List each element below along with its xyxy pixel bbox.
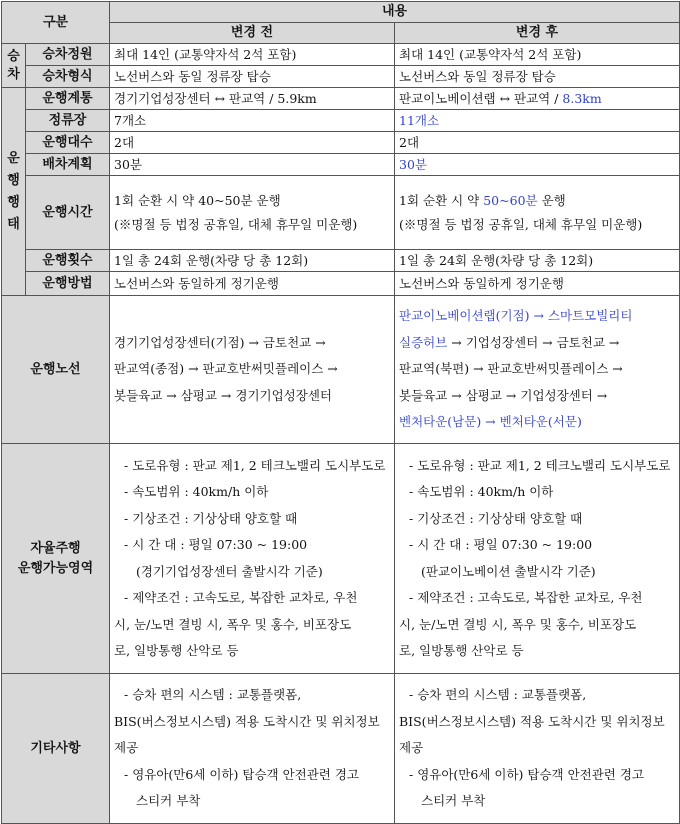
time-after-line1 (399, 189, 675, 213)
etc-before (110, 674, 395, 824)
capacity-before: 최대 14인 (교통약자석 2석 포함) (110, 44, 395, 66)
etc-after-line: 스티커 부착 (421, 793, 486, 809)
autonomous-after-line: 시, 눈/노면 결빙 시, 폭우 및 홍수, 비포장도 (399, 616, 637, 632)
route-before-line1: 경기기업성장센터(기점) → 금토천교 → (114, 334, 326, 350)
route-after-hub: 실증허브 (399, 334, 448, 350)
autonomous-after-line: 로, 일방통행 산악로 등 (399, 643, 524, 658)
autonomous-after-line: - 시 간 대 : 평일 07:30 ~ 19:00 (409, 537, 593, 552)
vehicles-before: 2대 (110, 132, 395, 154)
time-after-prefix: 1회 순환 시 약 (399, 193, 484, 208)
line-after-distance: 8.3km (562, 90, 602, 106)
autonomous-after (395, 444, 680, 674)
autonomous-after-line: - 기상조건 : 기상상태 양호할 때 (409, 510, 583, 526)
row-label-capacity: 승차정원 (26, 44, 110, 66)
capacity-after: 최대 14인 (교통약자석 2석 포함) (395, 44, 680, 66)
etc-after-line: BIS(버스정보시스템) 적용 도착시간 및 위치정보 (399, 713, 665, 729)
comparison-table (1, 1, 680, 824)
row-label-count: 운행횟수 (26, 250, 110, 272)
autonomous-before-line: - 기상조건 : 기상상태 양호할 때 (124, 510, 298, 526)
group-operation (2, 88, 26, 296)
time-after-line2: (※명절 등 법정 공휴일, 대체 휴무일 미운행) (399, 216, 643, 232)
group-boarding-label: 승차 (7, 48, 20, 82)
line-after (395, 88, 680, 110)
header-after: 변경 후 (395, 23, 680, 44)
count-after: 1일 총 24회 운행(차량 당 총 12회) (395, 250, 680, 272)
autonomous-before (110, 444, 395, 674)
row-label-boarding-type: 승차형식 (26, 66, 110, 88)
row-label-route: 운행노선 (2, 296, 110, 444)
etc-before-line: BIS(버스정보시스템) 적용 도착시간 및 위치정보 (114, 713, 380, 729)
time-after (395, 176, 680, 250)
row-label-time: 운행시간 (26, 176, 110, 250)
etc-before-line: 제공 (114, 740, 139, 756)
group-boarding (2, 44, 26, 88)
route-after-line4: 봇들육교 → 삼평교 → 기업성장센터 → (399, 387, 608, 403)
route-after-line2-rest: → 기업성장센터 → 금토천교 → (447, 334, 620, 350)
boarding-type-after: 노선버스와 동일 정류장 탑승 (395, 66, 680, 88)
row-label-etc: 기타사항 (2, 674, 110, 824)
etc-before-line: - 영유아(만6세 이하) 탑승객 안전관련 경고 (124, 766, 359, 782)
row-label-line: 운행계통 (26, 88, 110, 110)
time-after-duration: 50~60분 (483, 193, 538, 208)
autonomous-label-line1: 자율주행 (30, 540, 81, 556)
autonomous-after-line: (판교이노베이션 출발시각 기준) (421, 563, 596, 579)
interval-after: 30분 (395, 154, 680, 176)
time-before (110, 176, 395, 250)
route-before-line3: 봇들육교 → 삼평교 → 경기기업성장센터 (114, 387, 332, 403)
route-before (110, 296, 395, 444)
autonomous-before-line: - 속도범위 : 40km/h 이하 (124, 484, 269, 499)
time-before-line1: 1회 순환 시 약 40~50분 운행 (114, 193, 281, 208)
route-after-line3: 판교역(북편) → 판교호반써밋플레이스 → (399, 361, 623, 377)
line-after-text: 판교이노베이션랩 ↔ 판교역 / (399, 90, 563, 106)
header-content: 내용 (110, 2, 680, 23)
row-label-vehicles: 운행대수 (26, 132, 110, 154)
stops-after: 11개소 (395, 110, 680, 132)
autonomous-before-line: 시, 눈/노면 결빙 시, 폭우 및 홍수, 비포장도 (114, 616, 352, 632)
route-after-line5: 벤처타운(남문) → 벤처타운(서문) (399, 414, 582, 430)
header-category: 구분 (2, 2, 110, 44)
autonomous-label-line2: 운행가능영역 (17, 560, 94, 576)
vehicles-after: 2대 (395, 132, 680, 154)
route-after-line1: 판교이노베이션랩(기점) → 스마트모빌리티 (399, 308, 633, 324)
header-before: 변경 전 (110, 23, 395, 44)
autonomous-after-line: - 속도범위 : 40km/h 이하 (409, 484, 554, 499)
autonomous-after-line: - 도로유형 : 판교 제1, 2 테크노밸리 도시부도로 (409, 457, 671, 473)
time-after-suffix: 운행 (537, 193, 566, 208)
autonomous-before-line: - 시 간 대 : 평일 07:30 ~ 19:00 (124, 537, 308, 552)
etc-after-line: - 승차 편의 시스템 : 교통플랫폼, (409, 687, 587, 703)
route-before-line2: 판교역(종점) → 판교호반써밋플레이스 → (114, 361, 338, 377)
etc-after (395, 674, 680, 824)
time-before-line2: (※명절 등 법정 공휴일, 대체 휴무일 미운행) (114, 216, 358, 232)
interval-before: 30분 (110, 154, 395, 176)
route-after-line2 (399, 330, 675, 357)
group-operation-label: 운행행태 (7, 150, 20, 232)
autonomous-before-line: - 제약조건 : 고속도로, 복잡한 교차로, 우천 (124, 590, 358, 605)
stops-before: 7개소 (110, 110, 395, 132)
method-after: 노선버스와 동일하게 정기운행 (395, 272, 680, 296)
etc-before-line: 스티커 부착 (136, 793, 201, 809)
row-label-method: 운행방법 (26, 272, 110, 296)
route-after (395, 296, 680, 444)
autonomous-before-line: (경기기업성장센터 출발시각 기준) (136, 563, 323, 579)
count-before: 1일 총 24회 운행(차량 당 총 12회) (110, 250, 395, 272)
etc-before-line: - 승차 편의 시스템 : 교통플랫폼, (124, 687, 302, 703)
etc-after-line: - 영유아(만6세 이하) 탑승객 안전관련 경고 (409, 766, 644, 782)
row-label-stops: 정류장 (26, 110, 110, 132)
autonomous-before-line: - 도로유형 : 판교 제1, 2 테크노밸리 도시부도로 (124, 457, 386, 473)
method-before: 노선버스와 동일하게 정기운행 (110, 272, 395, 296)
autonomous-before-line: 로, 일방통행 산악로 등 (114, 643, 239, 658)
boarding-type-before: 노선버스와 동일 정류장 탑승 (110, 66, 395, 88)
autonomous-after-line: - 제약조건 : 고속도로, 복잡한 교차로, 우천 (409, 590, 643, 605)
etc-after-line: 제공 (399, 740, 424, 756)
row-label-autonomous (2, 444, 110, 674)
line-before: 경기기업성장센터 ↔ 판교역 / 5.9km (110, 88, 395, 110)
row-label-interval: 배차계획 (26, 154, 110, 176)
